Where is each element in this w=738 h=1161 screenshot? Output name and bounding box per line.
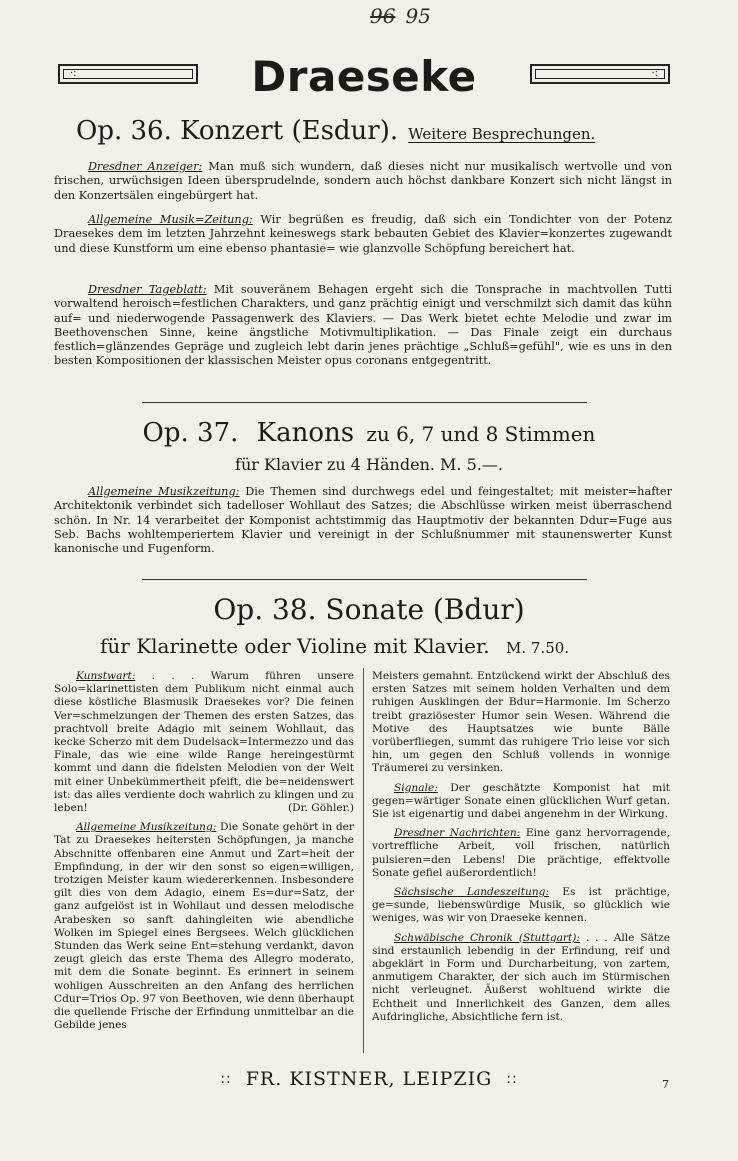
op36-review [54, 283, 672, 369]
op36-review [54, 213, 672, 256]
ornament-icon: :: [506, 1071, 518, 1087]
current-page-number: 95 [405, 4, 431, 28]
section-divider [142, 402, 587, 403]
review-source: Dresdner Anzeiger: [88, 160, 203, 173]
op36-review [54, 160, 672, 203]
review-text: Es ist prächtige, ge=sunde, liebenswürdige Musik, so glücklich wie weniges, was wir von Draeseke kennen. [372, 886, 670, 925]
review-text: Wir begrüßen es freudig, daß sich ein Tondichter von der Potenz Draesekes dem im letzten Jahrzehnt keineswegs stark bebauten Gebiet des Klavier=konzertes zugewandt und diese Kunstform um eine ebenso phantasie= wie glanzvolle Schöpfung bereichert hat. [54, 213, 672, 255]
review-paragraph [54, 670, 354, 815]
op38-subtitle: für Klarinette oder Violine mit Klavier. [100, 634, 490, 658]
review-paragraph [372, 782, 670, 822]
review-source: Schwäbische Chronik (Stuttgart): [394, 931, 580, 944]
review-text: . . . Warum führen unsere Solo=klarinettisten dem Publikum nicht einmal auch diese köstliche Blasmusik Draesekes vor? Die feinen Ver=schmelzungen der Themen des ersten Satzes, das prachtvoll breite Adagio mit seinem Wohllaut, das kecke Scherzo mit dem Dudelsack=Intermezzo und das Finale, das wie eine wilde Range hereingestürmt kommt und dann die fidelsten Melodien von der Welt mit einer Unbekümmertheit pfeift, die be=neidenswert ist: das alles verdiente doch wahrlich zu klingen und zu leben! [54, 670, 354, 815]
op38-subtitle-line [100, 634, 569, 658]
review-source: Sächsische Landeszeitung: [394, 886, 550, 899]
op37-name: Kanons [256, 418, 355, 448]
review-source: Dresdner Nachrichten: [394, 827, 521, 840]
op38-title: Op. 38. Sonate (Bdur) [213, 593, 525, 626]
struck-page-number: 96 [370, 4, 396, 28]
composer-name: Draeseke [251, 52, 477, 101]
review-text: Man muß sich wundern, daß dieses nicht nur musikalisch wertvolle und von frischen, urwüchsigen Ideen übersprudelnde, sondern auch höchst dankbare Konzert sich nicht längst in den Konzertsälen eingebürgert hat. [54, 160, 672, 202]
masthead [58, 50, 670, 104]
op36-subtitle: Weitere Besprechungen. [408, 125, 596, 143]
printed-page-number: 7 [662, 1078, 669, 1091]
review-source: Kunstwart: [76, 670, 136, 682]
review-paragraph [372, 932, 670, 1024]
review-paragraph [372, 827, 670, 880]
review-source: Allgemeine Musik=Zeitung: [88, 213, 253, 226]
op38-price: M. 7.50. [506, 639, 570, 657]
review-source: Allgemeine Musikzeitung: [88, 485, 240, 498]
review-source: Dresdner Tageblatt: [88, 283, 207, 296]
review-text: Eine ganz hervorragende, vortreffliche Arbeit, voll frischen, natürlich pulsieren=den Lebens! Die prächtige, effektvolle Sonate gefiel außerordentlich! [372, 827, 670, 879]
op37-title [0, 418, 738, 448]
review-text: Der geschätzte Komponist hat mit gegen=wärtiger Sonate einen glücklichen Wurf getan. Sie ist eigenartig und dabei angenehm in der Wirkung. [372, 781, 670, 821]
op36-title [76, 116, 595, 146]
review-paragraph [54, 821, 354, 1032]
op36-heading: Op. 36. Konzert (Esdur). [76, 116, 399, 146]
review-signature: (Dr. Göhler.) [288, 802, 354, 815]
bar-mark-icon: ·: [70, 68, 77, 79]
ornament-icon: :: [220, 1071, 232, 1087]
masthead-bar-right [530, 64, 670, 84]
review-source: Signale: [394, 781, 438, 794]
page-number-handwritten [370, 4, 431, 28]
bar-mark-icon: ·: [651, 68, 658, 79]
op37-subtitle: für Klavier zu 4 Händen. M. 5.—. [235, 455, 503, 474]
publisher-footer [0, 1068, 738, 1090]
review-text: Die Themen sind durchwegs edel und feingestaltet; mit meister=hafter Architektonik verbindet sich tadelloser Wohllaut des Satzes; die Abschlüsse wirken meist überraschend schön. In Nr. 14 verarbeitet der Komponist achtstimmig das Hauptmotiv der bekannten Ddur=Fuge aus Seb. Bachs wohltemperiertem Klavier und vereinigt in der Schlußnummer mit staunenswerter Kunst kanonische und Fugenform. [54, 485, 672, 556]
op37-review [54, 485, 672, 556]
masthead-bar-left [58, 64, 198, 84]
review-text: Meisters gemahnt. Entzückend wirkt der Abschluß des ersten Satzes mit seinem holden Verhalten und dem ruhigen Ausklingen der Bdur=Harmonie. Im Scherzo treibt graziösester Humor sein Wesen. Während die Motive des Hauptsatzes wie bunte Bälle vorüberfliegen, summt das ruhigere Trio leise vor sich hin, um gegen den Schluß vollends in wonnige Träumerei zu versinken. [372, 670, 670, 775]
op38-left-column [54, 670, 354, 1038]
publisher-name: FR. KISTNER, LEIPZIG [245, 1068, 493, 1090]
review-text: Mit souveränem Behagen ergeht sich die Tonsprache in machtvollen Tutti vorwaltend heroisch=festlichen Charakters, und ganz prächtig einigt und verschmilzt sich damit das kühn auf= und niederwogende Passagenwerk des Klaviers. — Das Werk bietet echte Melodie und zwar im Beethovenschen Sinne, keine ängstliche Motivmultiplikation. — Das Finale zeigt ein durchaus festlich=glänzendes Gepräge und zugleich lebt darin jenes prächtige „Schluß=gefühl", wie es uns in den besten Kompositionen der klassischen Meister opus coronans entgegentritt. [54, 283, 672, 368]
column-divider [363, 668, 364, 1053]
review-paragraph [372, 886, 670, 926]
review-text: Die Sonate gehört in der Tat zu Draesekes heitersten Schöpfungen, ja manche Abschnitte offenbaren eine Anmut und Zart=heit der Empfindung, in der wir den sonst so eigen=willigen, trotzigen Meister kaum wiedererkennen. Insbesondere gilt dies von dem Adagio, einem Es=dur=Satz, der ganz aufgelöst ist in Wohllaut und dessen melodische Arabesken so sanft dahingleiten wie abendliche Wolken im Spiegel eines Bergsees. Welch glücklichen Stunden das Werk seine Ent=stehung verdankt, davon zeugt gleich das erste Thema des Allegro moderato, mit dem die Sonate beginnt. Es erinnert in seinem wohligen Ausschreiten an den Anfang des herrlichen Cdur=Trios Op. 97 von Beethoven, wie denn überhaupt die quellende Frische der Erfindung unmittelbar an die Gebilde jenes [54, 821, 354, 1032]
section-divider [142, 579, 587, 580]
review-text: . . . Alle Sätze sind erstaunlich lebendig in der Erfindung, reif und abgeklärt in Form und Durcharbeitung, von zartem, anmutigem Charakter, der sich auch im Stürmischen nicht verleugnet. Äußerst wohltuend wirkte die Echtheit und Innerlichkeit des Ganzen, dem alles Aufdringliche, Absichtliche fern ist. [372, 931, 670, 1023]
review-source: Allgemeine Musikzeitung: [76, 821, 217, 834]
op37-voices: zu 6, 7 und 8 Stimmen [366, 422, 596, 446]
review-paragraph [372, 670, 670, 776]
op38-right-column [372, 670, 670, 1030]
op37-opus: Op. 37. [142, 418, 239, 448]
